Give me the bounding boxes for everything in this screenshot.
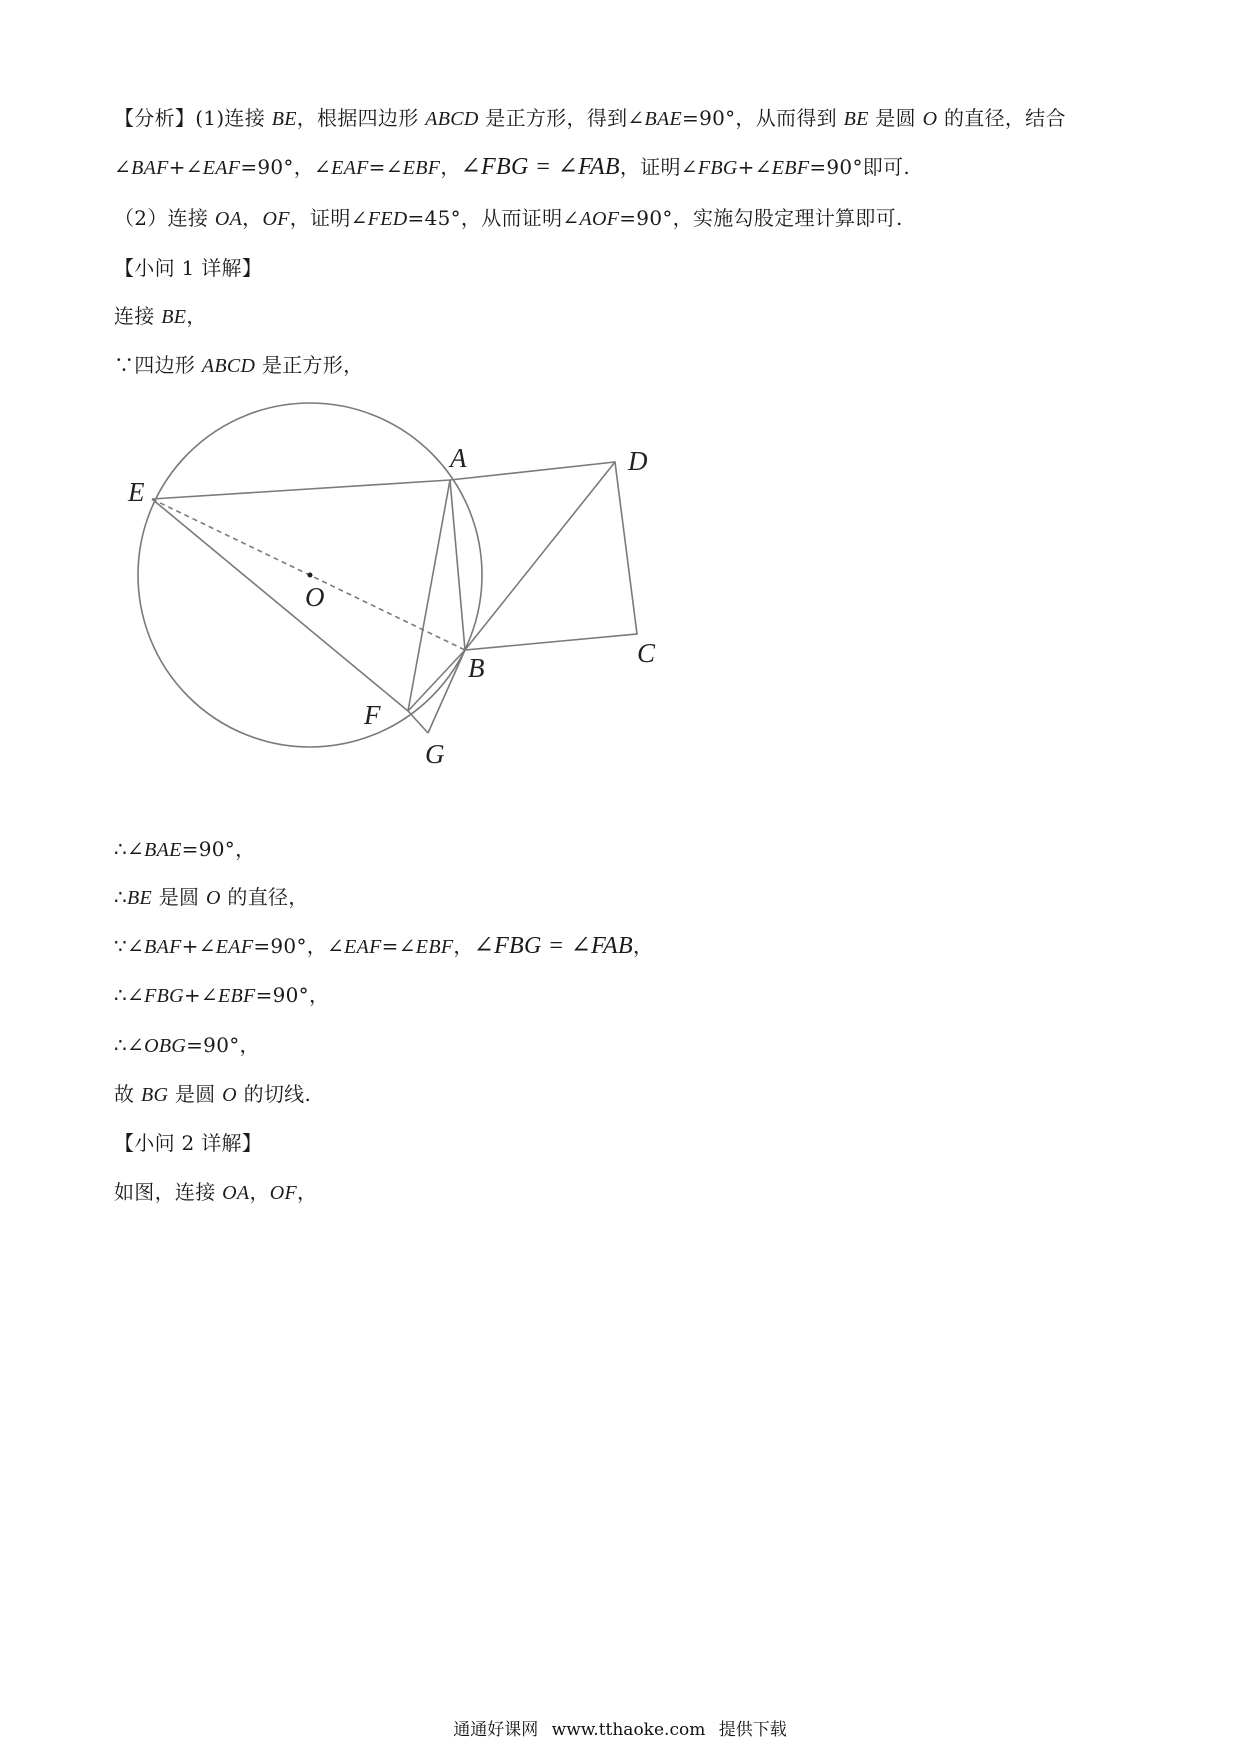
center-o-dot bbox=[308, 573, 313, 578]
geometry-figure bbox=[110, 400, 690, 780]
footer-note: 提供下载 bbox=[718, 1720, 787, 1740]
segment-gb bbox=[428, 650, 465, 733]
segment-fb bbox=[408, 650, 465, 711]
label-o: O bbox=[305, 582, 325, 612]
label-f: F bbox=[364, 700, 381, 730]
segment-fa bbox=[408, 480, 450, 711]
square-abcd bbox=[152, 462, 637, 650]
analysis-line-3: （2）连接 OA，OF，证明∠FED=45°，从而证明∠AOF=90°，实施勾股定理计算即可. bbox=[114, 206, 903, 230]
part1-conclusion: 故 BG 是圆 O 的切线. bbox=[114, 1082, 312, 1106]
analysis-line-1: 【分析】(1)连接 BE，根据四边形 ABCD 是正方形，得到∠BAE=90°，从而得到 BE 是圆 O 的直径，结合 bbox=[114, 106, 1066, 130]
segment-db bbox=[465, 462, 615, 650]
footer-site: 通通好课网 bbox=[453, 1720, 539, 1740]
footer-url[interactable]: www.tthaoke.com bbox=[551, 1720, 706, 1740]
label-d: D bbox=[628, 446, 648, 476]
label-c: C bbox=[637, 638, 656, 668]
analysis-line-2: ∠BAF+∠EAF=90°，∠EAF=∠EBF，∠FBG = ∠FAB，证明∠FBG+∠EBF=90°即可. bbox=[114, 154, 911, 180]
part1-step-4: ∴BE 是圆 O 的直径， bbox=[114, 885, 309, 909]
label-b: B bbox=[468, 653, 485, 683]
part2-step-1: 如图，连接 OA，OF， bbox=[114, 1180, 318, 1204]
part1-step-2: ∵四边形 ABCD 是正方形， bbox=[114, 353, 364, 377]
part1-step-7: ∴∠OBG=90°， bbox=[114, 1033, 260, 1057]
part1-step-3: ∴∠BAE=90°， bbox=[114, 837, 256, 861]
segment-fg bbox=[408, 711, 428, 733]
part2-heading: 【小问 2 详解】 bbox=[114, 1131, 263, 1155]
label-e: E bbox=[128, 477, 145, 507]
label-g: G bbox=[425, 739, 445, 769]
part1-heading: 【小问 1 详解】 bbox=[114, 256, 263, 280]
part1-step-6: ∴∠FBG+∠EBF=90°， bbox=[114, 983, 330, 1007]
page-footer bbox=[0, 1715, 1240, 1740]
segment-ef bbox=[152, 499, 408, 711]
part1-step-1: 连接 BE， bbox=[114, 304, 207, 328]
label-a: A bbox=[450, 443, 467, 473]
part1-step-5: ∵∠BAF+∠EAF=90°，∠EAF=∠EBF，∠FBG = ∠FAB， bbox=[114, 933, 654, 959]
